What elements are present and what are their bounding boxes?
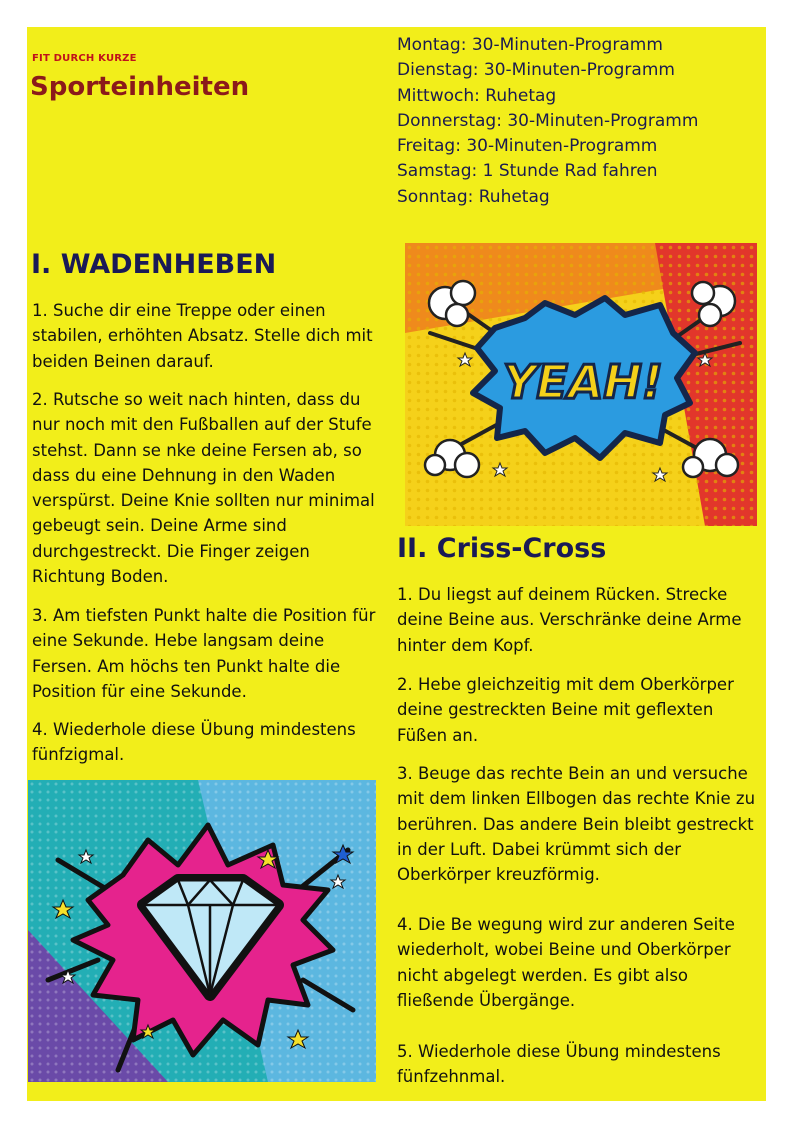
yeah-pop-art-image xyxy=(405,243,757,526)
page-kicker: FIT DURCH KURZE xyxy=(32,53,137,64)
schedule-item: Mittwoch: Ruhetag xyxy=(397,85,557,106)
criss-cross-step-4: 4. Die Be wegung wird zur anderen Seite wiederholt, wobei Beine und Oberkörper nicht abgelegt werden. Es gibt also fließende Übergänge. xyxy=(397,915,735,1010)
wadenheben-step-3: 3. Am tiefsten Punkt halte die Position für eine Sekunde. Hebe langsam deine Fersen. Am höchs ten Punkt halte die Position für eine Sekunde. xyxy=(32,606,376,701)
wadenheben-step-4: 4. Wiederhole diese Übung mindestens fünfzigmal. xyxy=(32,720,356,765)
criss-cross-step-1: 1. Du liegst auf deinem Rücken. Strecke deine Beine aus. Verschränke deine Arme hinter dem Kopf. xyxy=(397,585,742,655)
section-title-criss-cross: II. Criss-Cross xyxy=(397,533,607,564)
criss-cross-step-5: 5. Wiederhole diese Übung mindestens fünfzehnmal. xyxy=(397,1042,721,1087)
schedule-item: Freitag: 30-Minuten-Programm xyxy=(397,136,658,157)
page-title: Sporteinheiten xyxy=(30,72,250,102)
schedule-item: Montag: 30-Minuten-Programm xyxy=(397,35,663,55)
schedule-item: Dienstag: 30-Minuten-Programm xyxy=(397,60,675,81)
schedule-item: Samstag: 1 Stunde Rad fahren xyxy=(397,161,658,182)
wadenheben-step-2: 2. Rutsche so weit nach hinten, dass du nur noch mit den Fußballen auf der Stufe stehst. Dann se nke deine Fersen ab, so dass du eine Dehnung in den Waden verspürst. Deine Knie sollten nur minimal gebeugt sein. Deine Arme sind durchgestreckt. Die Finger zeigen Richtung Boden. xyxy=(32,390,375,587)
wadenheben-step-1: 1. Suche dir eine Treppe oder einen stabilen, erhöhten Absatz. Stelle dich mit beiden Beinen darauf. xyxy=(32,301,373,371)
schedule-item: Sonntag: Ruhetag xyxy=(397,186,550,207)
diamond-pop-art-image xyxy=(28,780,376,1082)
criss-cross-step-2: 2. Hebe gleichzeitig mit dem Oberkörper deine gestreckten Beine mit geflexten Füßen an. xyxy=(397,675,734,745)
weekly-schedule xyxy=(397,33,698,210)
criss-cross-step-3: 3. Beuge das rechte Bein an und versuche mit dem linken Ellbogen das rechte Knie zu berühren. Das andere Bein bleibt gestreckt in der Luft. Dabei krümmt sich der Oberkörper kreuzförmig. xyxy=(397,764,756,885)
section-title-wadenheben: I. WADENHEBEN xyxy=(31,249,277,280)
yeah-text: YEAH! xyxy=(503,355,663,409)
schedule-item: Donnerstag: 30-Minuten-Programm xyxy=(397,110,699,131)
